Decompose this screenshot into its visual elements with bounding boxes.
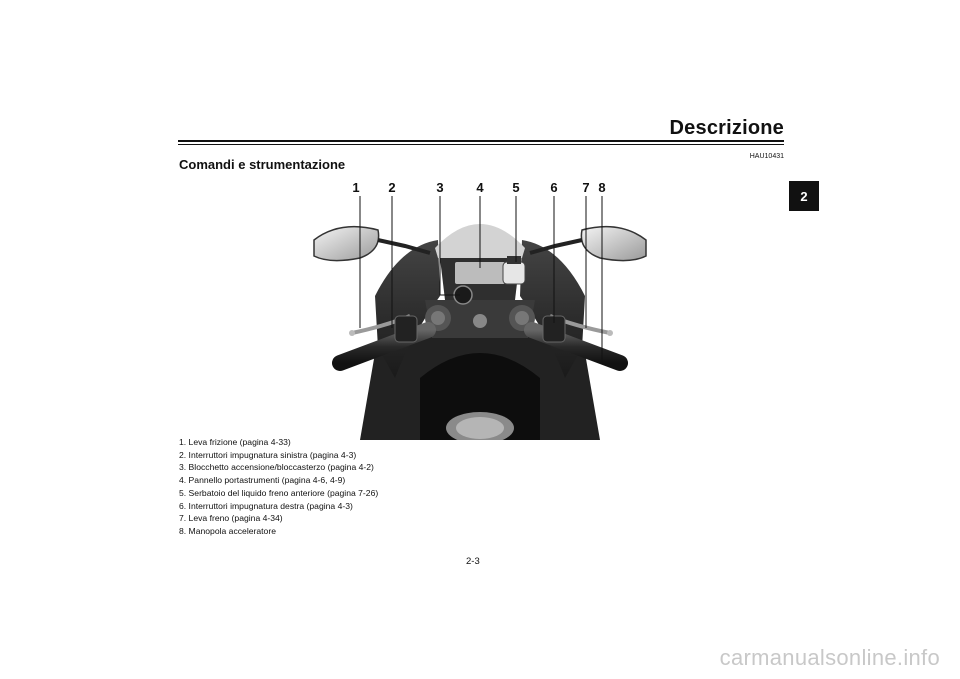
callout-6: 6: [550, 180, 558, 195]
section-title: Comandi e strumentazione: [179, 157, 346, 172]
callout-1: 1: [352, 180, 360, 195]
callout-8: 8: [598, 180, 606, 195]
legend-item: 2. Interruttori impugnatura sinistra (pagina 4-3): [179, 449, 357, 460]
right-mirror: [581, 227, 646, 261]
legend-list: [179, 436, 378, 538]
legend-item: 8. Manopola acceleratore: [179, 525, 276, 536]
callout-5: 5: [512, 180, 520, 195]
header-rule: [178, 140, 784, 142]
legend-item: 6. Interruttori impugnatura destra (pagina 4-3): [179, 500, 353, 511]
controls-illustration: [300, 178, 660, 440]
left-switch-housing: [395, 316, 417, 342]
section-code: HAU10431: [749, 153, 784, 160]
legend-item: 7. Leva freno (pagina 4-34): [179, 513, 283, 524]
brake-reservoir: [503, 262, 525, 284]
callout-2: 2: [388, 180, 396, 195]
callout-7: 7: [582, 180, 590, 195]
page-number: 2-3: [466, 556, 480, 567]
watermark: carmanualsonline.info: [719, 645, 940, 670]
chapter-tab: 2: [789, 181, 819, 211]
legend-item: 1. Leva frizione (pagina 4-33): [179, 437, 291, 447]
callout-4: 4: [476, 180, 484, 195]
page-header-title: Descrizione: [669, 117, 784, 139]
legend-item: 4. Pannello portastrumenti (pagina 4-6, 4-9): [179, 475, 346, 486]
callout-3: 3: [436, 180, 444, 195]
header-rule-thin: [178, 144, 784, 145]
legend-item: 3. Blocchetto accensione/bloccasterzo (pagina 4-2): [179, 462, 374, 473]
left-mirror: [314, 227, 379, 261]
legend-item: 5. Serbatoio del liquido freno anteriore (pagina 7-26): [179, 487, 379, 498]
